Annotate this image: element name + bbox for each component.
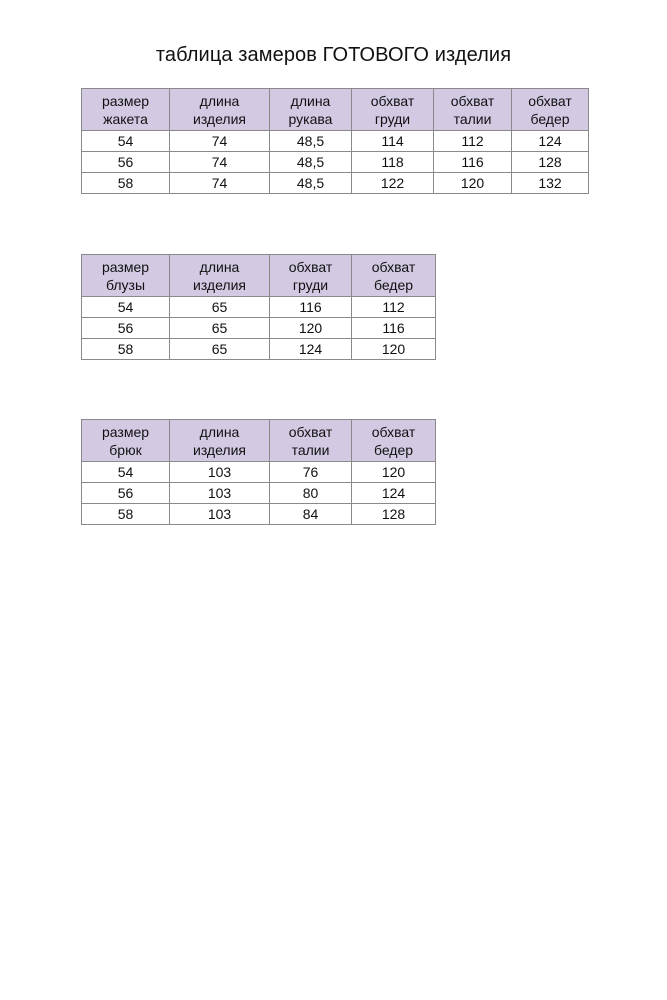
- page-title: таблица замеров ГОТОВОГО изделия: [155, 44, 512, 66]
- table-cell: 132: [512, 173, 589, 194]
- table-row: [82, 297, 436, 318]
- table-cell: 116: [352, 318, 436, 339]
- table-cell: 112: [352, 297, 436, 318]
- table-cell: 48,5: [270, 152, 352, 173]
- header-cell: длина изделия: [170, 255, 270, 297]
- header-cell: обхват бедер: [352, 420, 436, 462]
- table-cell: 74: [170, 131, 270, 152]
- table-row: [82, 483, 436, 504]
- table-cell: 114: [352, 131, 434, 152]
- table-row: [82, 504, 436, 525]
- table-row: [82, 318, 436, 339]
- table-cell: 120: [270, 318, 352, 339]
- blouse-measurements-table: [81, 254, 436, 360]
- header-cell: обхват груди: [352, 89, 434, 131]
- table-cell: 56: [82, 318, 170, 339]
- table-cell: 116: [270, 297, 352, 318]
- table-cell: 58: [82, 339, 170, 360]
- header-cell: размер жакета: [82, 89, 170, 131]
- header-cell: обхват талии: [270, 420, 352, 462]
- table-cell: 58: [82, 173, 170, 194]
- header-cell: длина изделия: [170, 420, 270, 462]
- table-header-row: [82, 89, 589, 131]
- table-cell: 58: [82, 504, 170, 525]
- table-cell: 74: [170, 152, 270, 173]
- table-cell: 124: [512, 131, 589, 152]
- table-cell: 120: [434, 173, 512, 194]
- table-cell: 124: [352, 483, 436, 504]
- table-cell: 48,5: [270, 173, 352, 194]
- table-row: [82, 462, 436, 483]
- header-cell: обхват бедер: [352, 255, 436, 297]
- jacket-measurements-table: [81, 88, 589, 194]
- header-cell: длина рукава: [270, 89, 352, 131]
- header-cell: обхват груди: [270, 255, 352, 297]
- table-cell: 65: [170, 339, 270, 360]
- table-cell: 120: [352, 339, 436, 360]
- header-cell: размер брюк: [82, 420, 170, 462]
- trousers-measurements-table: [81, 419, 436, 525]
- table-cell: 128: [352, 504, 436, 525]
- table-cell: 56: [82, 152, 170, 173]
- table-cell: 54: [82, 131, 170, 152]
- table-cell: 84: [270, 504, 352, 525]
- table-cell: 56: [82, 483, 170, 504]
- table-cell: 65: [170, 297, 270, 318]
- table-cell: 54: [82, 297, 170, 318]
- header-cell: длина изделия: [170, 89, 270, 131]
- table-cell: 103: [170, 462, 270, 483]
- table-cell: 128: [512, 152, 589, 173]
- table-cell: 112: [434, 131, 512, 152]
- table-header-row: [82, 420, 436, 462]
- table-cell: 122: [352, 173, 434, 194]
- table-cell: 74: [170, 173, 270, 194]
- table-cell: 103: [170, 504, 270, 525]
- header-cell: размер блузы: [82, 255, 170, 297]
- table-cell: 54: [82, 462, 170, 483]
- table-row: [82, 173, 589, 194]
- table-cell: 103: [170, 483, 270, 504]
- header-cell: обхват талии: [434, 89, 512, 131]
- table-cell: 76: [270, 462, 352, 483]
- table-row: [82, 339, 436, 360]
- table-cell: 80: [270, 483, 352, 504]
- table-cell: 124: [270, 339, 352, 360]
- table-header-row: [82, 255, 436, 297]
- header-cell: обхват бедер: [512, 89, 589, 131]
- table-cell: 118: [352, 152, 434, 173]
- table-cell: 120: [352, 462, 436, 483]
- table-row: [82, 131, 589, 152]
- table-cell: 48,5: [270, 131, 352, 152]
- table-cell: 116: [434, 152, 512, 173]
- table-cell: 65: [170, 318, 270, 339]
- table-row: [82, 152, 589, 173]
